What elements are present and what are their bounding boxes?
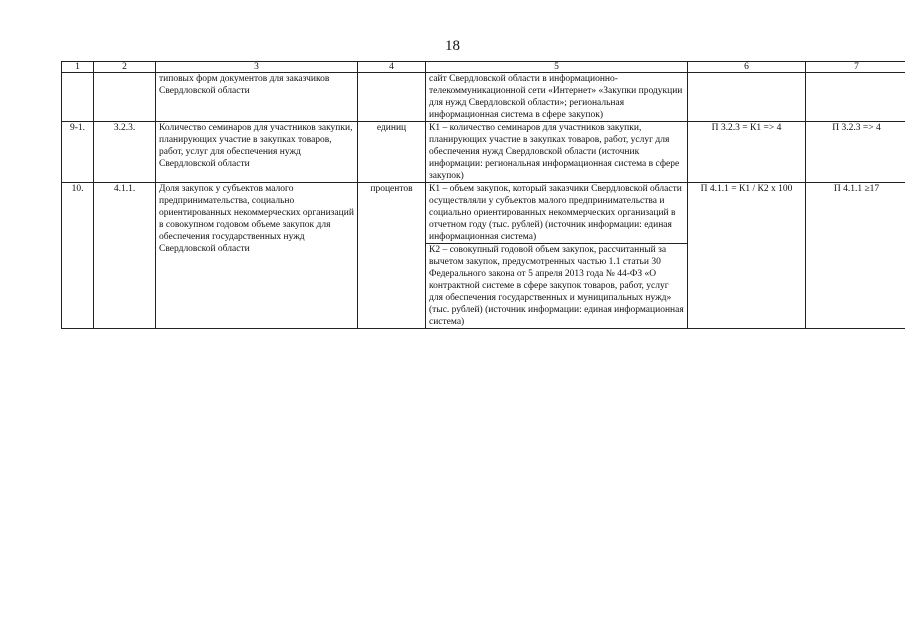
- row-code: 3.2.3.: [94, 122, 156, 183]
- table-row: [62, 122, 905, 183]
- col-header-6: 6: [688, 62, 806, 73]
- formula: [688, 73, 806, 122]
- col-header-3: 3: [156, 62, 358, 73]
- variable-description: К1 – количество семинаров для участников закупки, планирующих участие в закупках товаров, работ, услуг для обеспечения нужд Свердловской области (источник информации: региональная информационная система в сфере закупок): [426, 122, 688, 183]
- row-code: 4.1.1.: [94, 183, 156, 329]
- row-number: 10.: [62, 183, 94, 329]
- row-number: [62, 73, 94, 122]
- header-row: [62, 62, 905, 73]
- row-number: 9-1.: [62, 122, 94, 183]
- variable-description-k2: К2 – совокупный годовой объем закупок, рассчитанный за вычетом закупок, предусмотренных частью 1.1 статьи 30 Федерального закона от 5 апреля 2013 года № 44-ФЗ «О контрактной системе в сфере закупок товаров, работ, услуг для обеспечения государственных и муниципальных нужд» (тыс. рублей) (источник информации: единая информационная система): [426, 244, 688, 329]
- col-header-2: 2: [94, 62, 156, 73]
- target-value: [806, 73, 905, 122]
- indicator-name: Доля закупок у субъектов малого предпринимательства, социально ориентированных некоммерческих организаций в совокупном годовом объеме закупок для обеспечения государственных нужд Свердловской области: [156, 183, 358, 329]
- row-code: [94, 73, 156, 122]
- variable-description-k1: К1 – объем закупок, который заказчики Свердловской области осуществляли у субъектов малого предпринимательства и социально ориентированных некоммерческих организаций в отчетном году (тыс. рублей) (источник информации: единая информационная система): [426, 183, 688, 244]
- col-header-5: 5: [426, 62, 688, 73]
- unit: [358, 73, 426, 122]
- formula: П 4.1.1 = К1 / К2 х 100: [688, 183, 806, 329]
- table-row: [62, 73, 905, 122]
- target-value: П 3.2.3 => 4: [806, 122, 905, 183]
- variable-description: сайт Свердловской области в информационно-телекоммуникационной сети «Интернет» «Закупки продукции для нужд Свердловской области»; региональная информационная система в сфере закупок): [426, 73, 688, 122]
- col-header-4: 4: [358, 62, 426, 73]
- indicators-table: [61, 61, 905, 329]
- col-header-1: 1: [62, 62, 94, 73]
- unit: единиц: [358, 122, 426, 183]
- table-row: [62, 183, 905, 244]
- indicator-name: типовых форм документов для заказчиков Свердловской области: [156, 73, 358, 122]
- target-value: П 4.1.1 ≥17: [806, 183, 905, 329]
- indicator-name: Количество семинаров для участников закупки, планирующих участие в закупках товаров, работ, услуг для обеспечения нужд Свердловской области: [156, 122, 358, 183]
- formula: П 3.2.3 = К1 => 4: [688, 122, 806, 183]
- unit: процентов: [358, 183, 426, 329]
- col-header-7: 7: [806, 62, 905, 73]
- page-number: 18: [445, 38, 460, 54]
